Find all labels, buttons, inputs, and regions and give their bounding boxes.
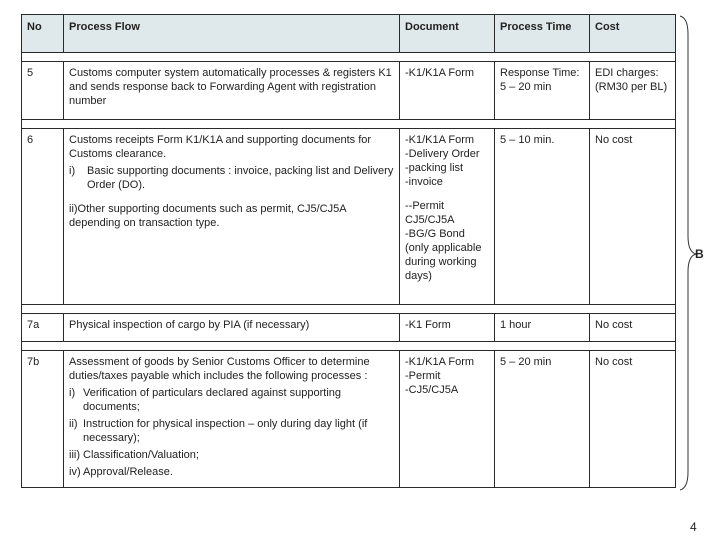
- header-row: [22, 15, 676, 53]
- row5-no: 5: [22, 62, 64, 120]
- row5-time: Response Time: 5 – 20 min: [495, 62, 590, 120]
- row6-doc-line: -Delivery Order: [405, 148, 480, 160]
- section-label: B: [695, 247, 704, 261]
- row7b-sub-marker: iv): [69, 466, 81, 478]
- table-row-5: [22, 62, 676, 120]
- row6-doc-line: -K1/K1A Form: [405, 134, 475, 146]
- row7b-sub-marker: i): [69, 387, 76, 399]
- row7b-sub-text: Classification/Valuation;: [83, 449, 199, 461]
- row7b-cost: No cost: [590, 351, 676, 488]
- row-separator: [22, 53, 676, 62]
- header-process-flow: Process Flow: [64, 15, 400, 53]
- row7a-no: 7a: [22, 314, 64, 342]
- row7b-sub-text: Instruction for physical inspection – only during day light (if necessary);: [83, 418, 368, 444]
- row7b-doc-line: -K1/K1A Form: [405, 356, 475, 368]
- row6-time: 5 – 10 min.: [495, 129, 590, 305]
- header-document: Document: [400, 15, 495, 53]
- row7b-time: 5 – 20 min: [495, 351, 590, 488]
- row6-sub-marker-1: i): [69, 165, 76, 177]
- table-row-6: [22, 129, 676, 305]
- row-separator: [22, 342, 676, 351]
- row7b-no: 7b: [22, 351, 64, 488]
- row7a-document: -K1 Form: [400, 314, 495, 342]
- row6-sub-text-1: Basic supporting documents : invoice, packing list and Delivery Order (DO).: [87, 165, 394, 191]
- row6-doc-line: --Permit CJ5/CJ5A: [405, 200, 455, 226]
- row7a-flow: Physical inspection of cargo by PIA (if necessary): [64, 314, 400, 342]
- row6-sub-item-2: ii)Other supporting documents such as permit, CJ5/CJ5A depending on transaction type.: [69, 203, 346, 229]
- table-row-7b: [22, 351, 676, 488]
- row5-cost: EDI charges: (RM30 per BL): [590, 62, 676, 120]
- row-separator: [22, 305, 676, 314]
- process-table: [21, 14, 676, 488]
- row7b-sub-item: [69, 448, 394, 462]
- header-cost: Cost: [590, 15, 676, 53]
- row7b-sub-item: [69, 465, 394, 479]
- row6-document-cell: [400, 129, 495, 305]
- row6-doc-line: -invoice: [405, 176, 443, 188]
- row7b-document-cell: [400, 351, 495, 488]
- row-separator: [22, 120, 676, 129]
- row7b-sub-item: [69, 417, 394, 445]
- row6-sub-item-1: [69, 164, 394, 192]
- page-number: 4: [690, 520, 697, 534]
- row6-cost: No cost: [590, 129, 676, 305]
- row6-flow-cell: [64, 129, 400, 305]
- table-row-7a: [22, 314, 676, 342]
- row5-flow: Customs computer system automatically processes & registers K1 and sends response back to Forwarding Agent with registration number: [64, 62, 400, 120]
- row7b-flow-cell: [64, 351, 400, 488]
- row5-document: -K1/K1A Form: [400, 62, 495, 120]
- row7b-sub-text: Verification of particulars declared against supporting documents;: [83, 387, 342, 413]
- row7b-sub-marker: iii): [69, 449, 80, 461]
- row7b-flow: Assessment of goods by Senior Customs Officer to determine duties/taxes payable which includes the following processes :: [69, 356, 370, 382]
- row7a-time: 1 hour: [495, 314, 590, 342]
- row7b-doc-line: -CJ5/CJ5A: [405, 384, 459, 396]
- row7b-sub-item: [69, 386, 394, 414]
- row6-no: 6: [22, 129, 64, 305]
- row6-doc-line: -BG/G Bond (only applicable during working days): [405, 228, 482, 282]
- row7a-cost: No cost: [590, 314, 676, 342]
- row6-flow: Customs receipts Form K1/K1A and supporting documents for Customs clearance.: [69, 134, 372, 160]
- row7b-doc-line: -Permit: [405, 370, 441, 382]
- row6-doc-line: -packing list: [405, 162, 464, 174]
- row7b-sub-text: Approval/Release.: [83, 466, 173, 478]
- header-no: No: [22, 15, 64, 53]
- header-process-time: Process Time: [495, 15, 590, 53]
- row7b-sub-marker: ii): [69, 418, 78, 430]
